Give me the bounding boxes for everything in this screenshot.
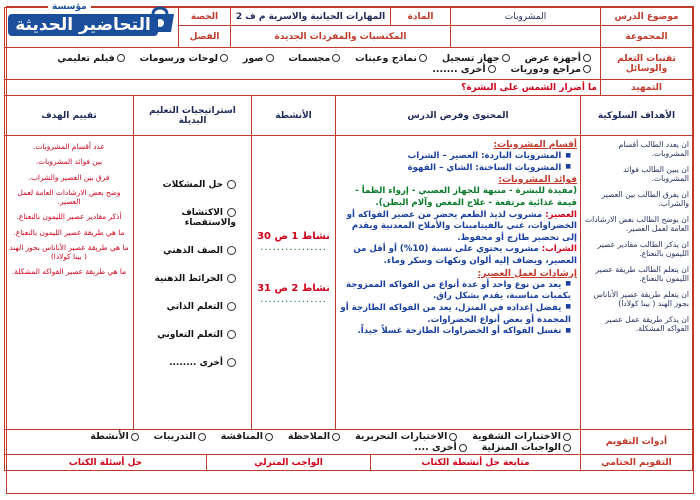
radio-icon <box>459 444 467 452</box>
radio-icon <box>227 274 236 283</box>
grade-value: م ف 2 <box>235 11 266 22</box>
tools-options <box>5 48 601 80</box>
final-assessment-homework: الواجب المنزلي <box>207 455 371 471</box>
evaluation-item: ما هي طريقة عصير الأناناس بجوز الهند ( بينا كولادا) <box>9 242 129 261</box>
activity-label: نشاط 1 ص 30 <box>257 230 330 242</box>
evaluation-item: ما هي طريقة عصير الفواكه المشكلة. <box>11 267 127 277</box>
logo-subtext: مؤسسة <box>48 2 91 12</box>
tools-row-2 <box>8 64 597 75</box>
radio-icon <box>449 433 457 441</box>
lesson-topic-value: المشروبات <box>451 8 601 26</box>
final-assessment-activities: متابعة حل أنشطة الكتاب <box>371 455 581 471</box>
radio-icon <box>419 54 427 62</box>
objective-item: ان يتعلم طريقة عصير الأناناس بجوز الهند ( بينا كولادا) <box>593 289 689 309</box>
radio-icon <box>332 433 340 441</box>
radio-icon <box>332 54 340 62</box>
objective-item: ان يوضح الطالب بعض الارشادات العامة لعمل العصير. <box>585 214 689 234</box>
subject-value <box>231 8 391 26</box>
strategies-list <box>137 180 248 368</box>
content-list <box>339 280 577 338</box>
new-knowledge-label: المكتسبات والمفردات الجديدة <box>231 26 451 48</box>
tool-option[interactable]: أخرى ....... <box>432 64 495 75</box>
class-label: الفصل <box>179 26 231 48</box>
radio-icon <box>220 54 228 62</box>
content-list-item: ■ يعد من نوع واحد أو عدة أنواع من الفواكه الممزوجة بكميات مناسبة، يقدم بشكل راق. <box>339 280 571 303</box>
strategies-header: استراتيجيات التعليم البديلة <box>134 96 252 136</box>
radio-icon <box>488 65 496 73</box>
evaluation-item: وضح بعض الارشادات العامة لعمل العصير. <box>17 187 121 206</box>
radio-icon <box>563 444 571 452</box>
content-list-item: ■ المشروبات الباردة: العصير – الشراب <box>339 151 571 163</box>
period-label: الحصة <box>179 8 231 26</box>
assessment-option[interactable]: الاختبارات التحريرية <box>355 431 457 442</box>
tool-option[interactable]: جهاز تسجيل <box>442 53 510 64</box>
radio-icon <box>227 180 236 189</box>
content-term: الشراب: <box>541 244 577 255</box>
objective-item: ان يذكر الطالب مقادير عصير الليمون بالنعناع. <box>597 239 689 259</box>
assessment-option[interactable]: المناقشة <box>221 431 273 442</box>
content-list-item: ■ تغسل الفواكه أو الخضراوات الطازجة غسلاً جيداً. <box>339 326 571 338</box>
subject-label: المادة <box>391 8 451 26</box>
intro-text: ما أضرار الشمس على البشرة؟ <box>5 80 601 96</box>
strategy-option[interactable]: الصف الذهني <box>137 246 248 256</box>
objective-item: ان يعدد الطالب أقسام المشروبات. <box>618 140 689 159</box>
strategies-column <box>134 136 252 430</box>
tool-option[interactable]: صور <box>243 53 274 64</box>
tools-label: تقنيات التعلم والوسائل <box>601 48 693 80</box>
activity-dots: ................ <box>260 293 327 305</box>
radio-icon <box>583 65 591 73</box>
activity-label: نشاط 2 ص 31 <box>257 282 330 294</box>
assessment-option[interactable]: الاختبارات الشفوية <box>472 431 571 442</box>
evaluation-column <box>5 136 134 430</box>
radio-icon <box>227 302 236 311</box>
assessment-tools-options <box>4 430 580 455</box>
tool-option[interactable]: مجسمات <box>288 53 340 64</box>
objective-item: ان يتعلم الطالب طريقة عصير الليمون بالنعناع. <box>595 264 689 284</box>
brand-logo <box>8 2 188 40</box>
evaluation-item: ما هي طريقة عصير الليمون بالنعناع. <box>13 227 125 237</box>
footer-table <box>4 429 693 471</box>
strategy-option[interactable]: أخرى ........ <box>137 358 248 368</box>
evaluation-item: أذكر مقادير عصير الليمون بالنعناع. <box>16 212 122 222</box>
assessment-tools-label: أدوات التقويم <box>581 430 693 455</box>
radio-icon <box>563 433 571 441</box>
objective-item: ان يبين الطالب فوائد المشروبات. <box>623 164 689 184</box>
content-paragraph: (مفيدة للبشرة - منبهة للجهاز العصبي - إرواء الظمأ - قيمة غذائية مرتفعة - علاج المغص وآلام البطن). <box>355 186 577 209</box>
objectives-header: الأهداف السلوكية <box>581 96 693 136</box>
tool-option[interactable]: نماذج وعينات <box>355 53 427 64</box>
tool-option[interactable]: فيلم تعليمي <box>57 53 124 64</box>
objective-item: ان يذكر طريقة عمل عصير الفواكه المشكلة. <box>605 314 689 334</box>
tool-option[interactable]: أجهزة عرض <box>525 53 591 64</box>
final-assessment-questions: حل أسئلة الكتاب <box>4 455 206 471</box>
evaluation-item: عدد أقسام المشروبات. <box>33 142 105 151</box>
lesson-topic-label: موضوع الدرس <box>601 8 693 26</box>
assessment-option[interactable]: أخرى .... <box>414 442 466 453</box>
assessment-option[interactable]: التدريبات <box>154 431 206 442</box>
content-heading: أقسام المشروبات: <box>493 140 577 150</box>
content-heading: فوائد المشروبات: <box>498 175 577 186</box>
subject-name: المهارات الحياتية والاسرية <box>268 11 386 22</box>
strategy-option[interactable]: الخرائط الذهنية <box>137 274 248 284</box>
radio-icon <box>131 433 139 441</box>
content-list-item: ■ يفضل إعداده في المنزل، يعد من الفواكه الطازجة أو المجمدة أو بعض أنواع الخضراوات. <box>339 303 571 326</box>
strategy-option[interactable]: التعلم الذاتي <box>137 302 248 312</box>
strategy-option[interactable]: التعلم التعاوني <box>137 330 248 340</box>
content-paragraph: الشراب: مشروب يحتوي على نسبة (10%) أو أقل من العصير، ويضاف إليه ألوان ونكهات وسكر وماء. <box>353 244 577 267</box>
radio-icon <box>227 208 236 217</box>
content-list-item: ■ المشروبات الساخنة: الشاي – القهوة <box>339 163 571 175</box>
activities-column <box>252 136 336 430</box>
objective-item: ان يفرق الطالب بين العصير والشراب. <box>601 189 689 209</box>
strategy-option[interactable]: حل المشكلات <box>137 180 248 190</box>
radio-icon <box>198 433 206 441</box>
radio-icon <box>227 358 236 367</box>
group-label: المجموعة <box>601 26 693 48</box>
objectives-column <box>581 136 693 430</box>
evaluation-item: بين فوائد المشروبات. <box>35 157 103 167</box>
tools-row-1 <box>8 53 597 64</box>
assessment-option[interactable]: الواجبات المنزلية <box>482 442 571 453</box>
assessment-option[interactable]: الأنشطة <box>90 431 139 442</box>
radio-icon <box>227 330 236 339</box>
content-list <box>339 151 577 174</box>
lesson-plan-frame <box>6 6 694 494</box>
activities-header: الأنشطة <box>252 96 336 136</box>
group-value <box>451 26 601 48</box>
content-column <box>336 136 581 430</box>
tool-option[interactable]: لوحات ورسومات <box>140 53 228 64</box>
activity-dots: ................ <box>260 241 327 253</box>
tool-option[interactable]: مراجع ودوريات <box>510 64 591 75</box>
radio-icon <box>265 433 273 441</box>
final-assessment-label: التقويم الختامي <box>581 455 693 471</box>
radio-icon <box>266 54 274 62</box>
assessment-option[interactable]: الملاحظة <box>288 431 340 442</box>
logo-text: التحاضير الحديثة <box>8 14 158 36</box>
radio-icon <box>583 54 591 62</box>
radio-icon <box>117 54 125 62</box>
content-header: المحتوى وفرض الدرس <box>336 96 581 136</box>
main-table <box>4 95 693 430</box>
strategy-option[interactable]: الاكتشاف والاستقصاء <box>181 208 236 228</box>
radio-icon <box>227 246 236 255</box>
content-term: العصير: <box>545 209 577 220</box>
content-paragraph: العصير: مشروب لذيذ الطعم يحضر من عصير الفواكه أو الخضراوات، غني بالفيتامينات والأملاح المعدنية ويقدم إلى تحضير طازج أو محفوظ. <box>346 209 577 243</box>
evaluation-item: فرق بين العصير والشراب. <box>28 172 110 182</box>
evaluation-header: تقييم الهدف <box>5 96 134 136</box>
intro-label: التمهيد <box>601 80 693 96</box>
radio-icon <box>502 54 510 62</box>
content-heading: إرشادات لعمل العصير: <box>477 268 577 279</box>
